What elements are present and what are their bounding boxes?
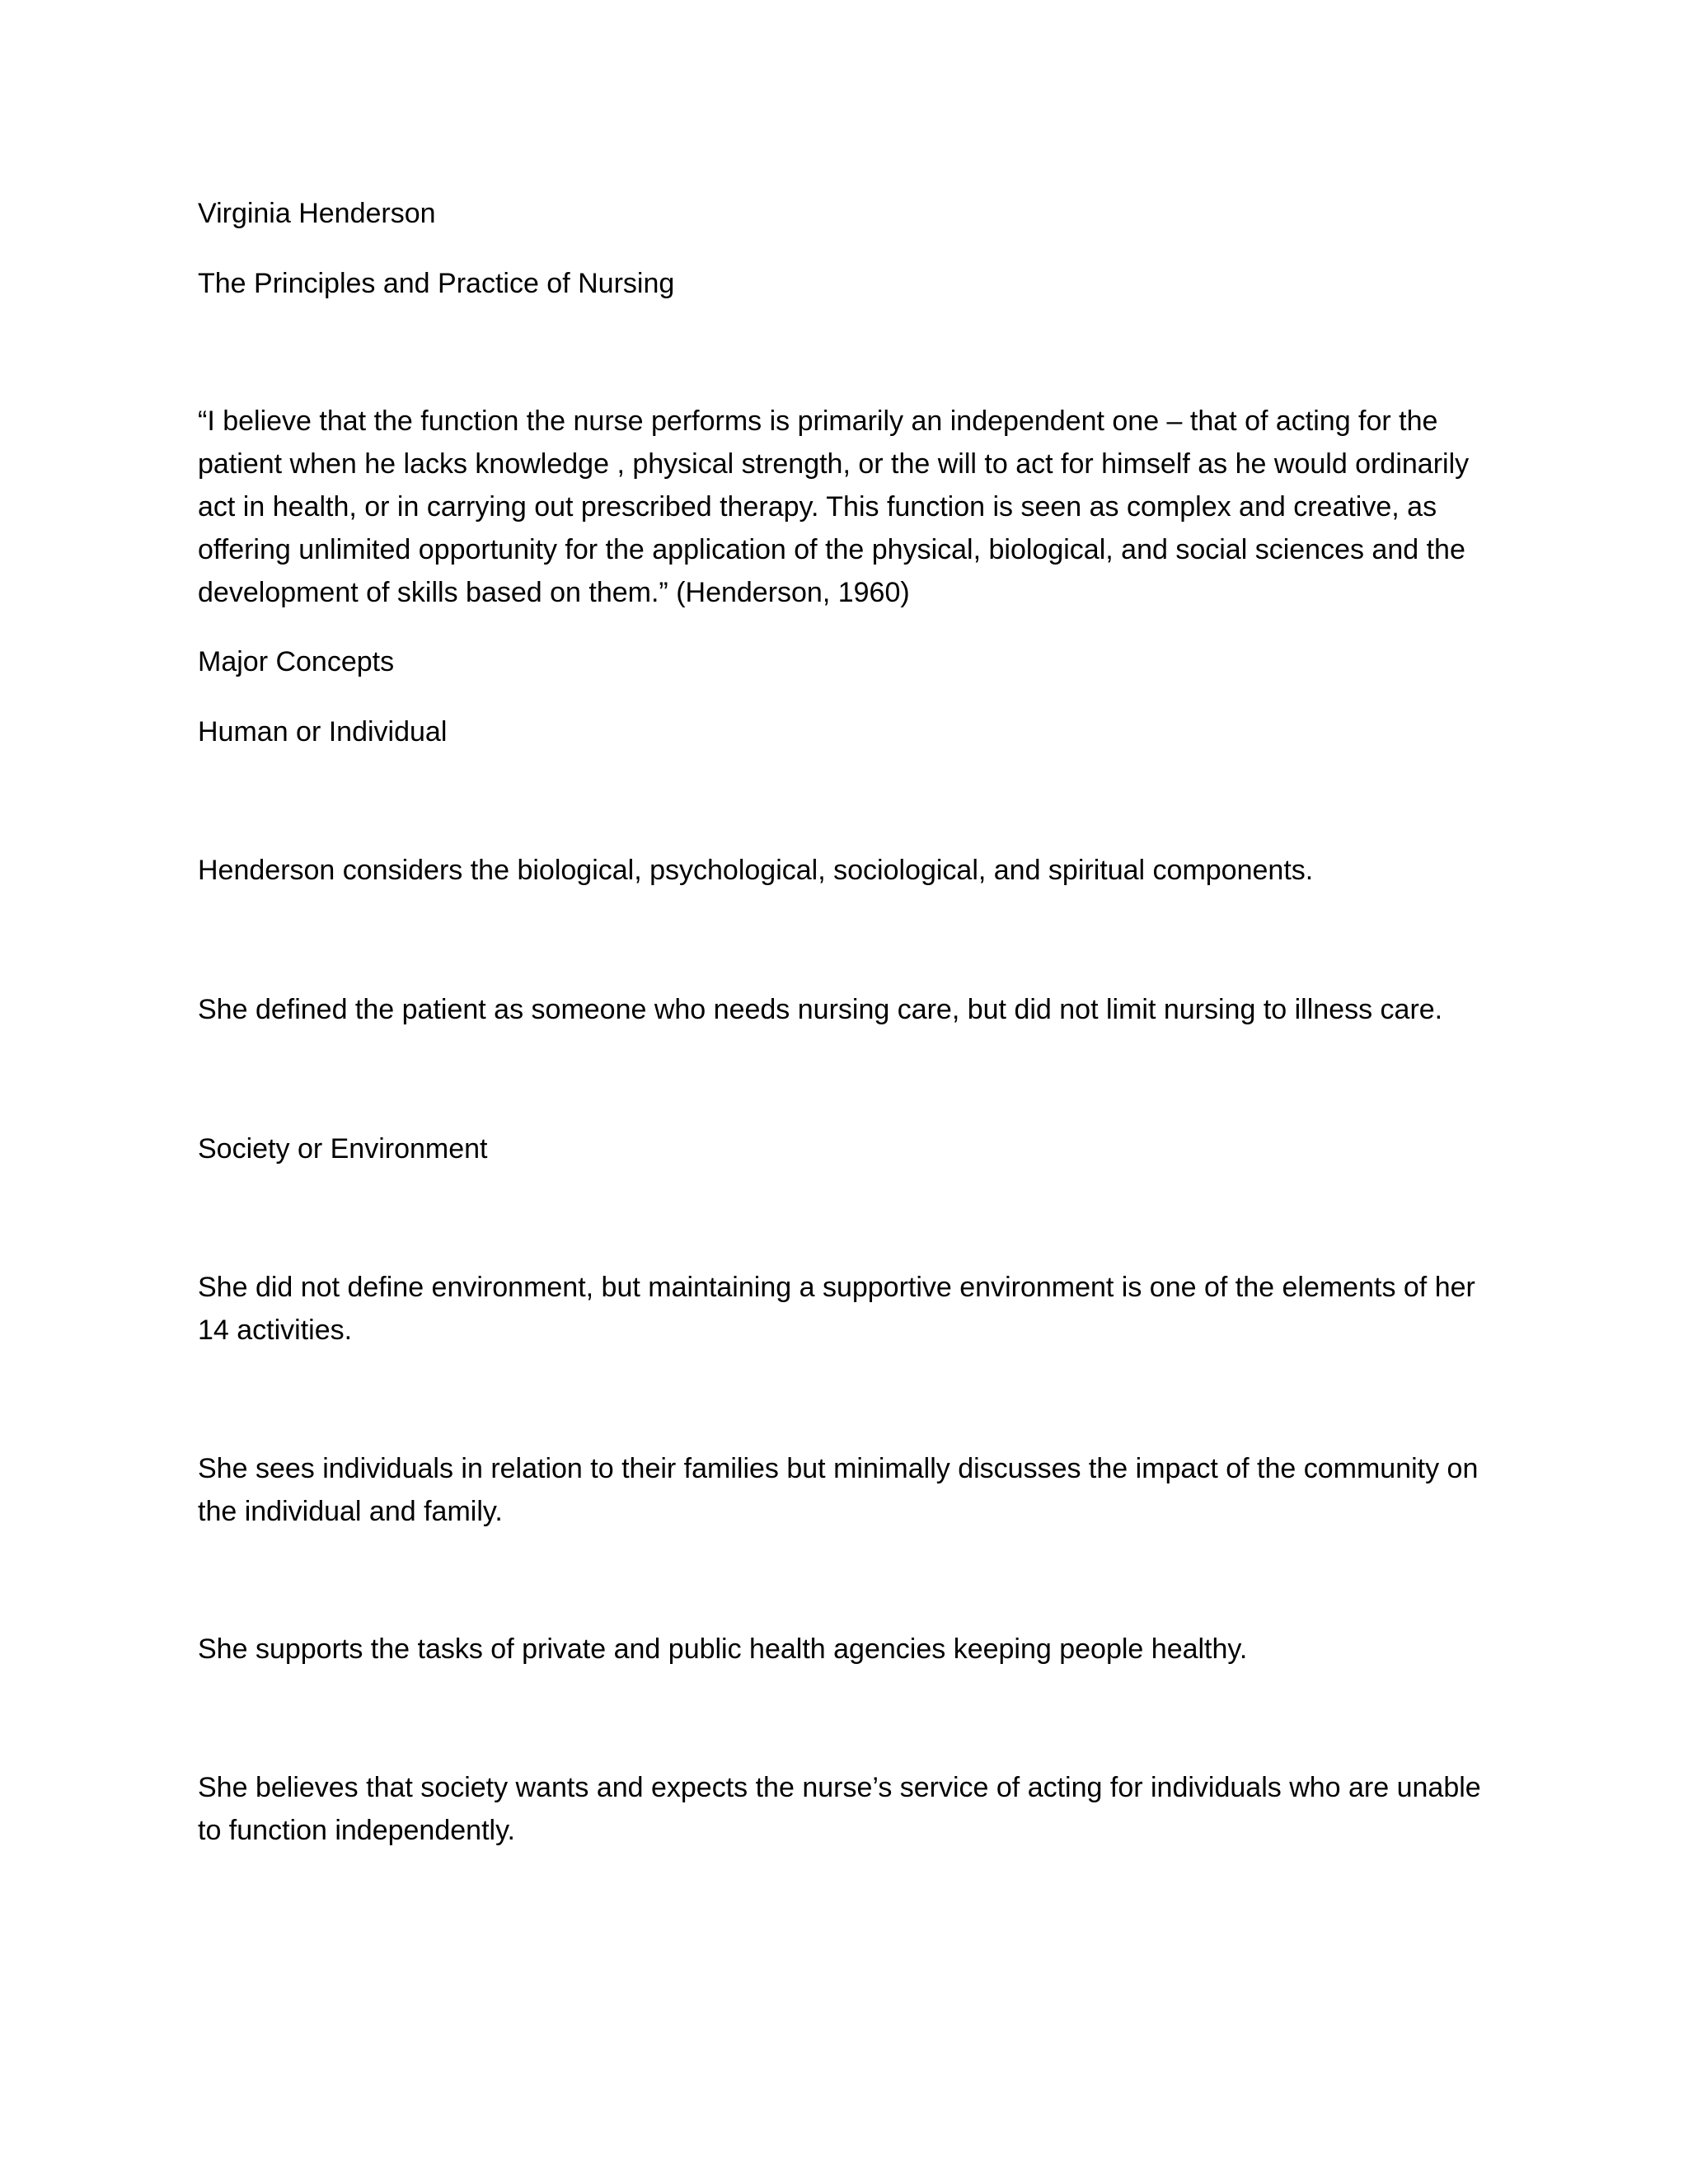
quote-line: development of skills based on them.” (Henderson, 1960) [198, 577, 910, 608]
society-paragraph-1 [198, 1266, 1484, 1352]
human-paragraph-1: Henderson considers the biological, psychological, sociological, and spiritual components. [198, 855, 1314, 886]
quote-line: offering unlimited opportunity for the application of the physical, biological, and social sciences and the [198, 534, 1465, 565]
paragraph-line: 14 activities. [198, 1315, 353, 1346]
society-paragraph-3: She supports the tasks of private and public health agencies keeping people healthy. [198, 1633, 1248, 1665]
society-paragraph-4 [198, 1766, 1484, 1852]
major-concepts-heading: Major Concepts [198, 646, 395, 677]
paragraph-line: She did not define environment, but maintaining a supportive environment is one of the elements of her [198, 1272, 1475, 1303]
paragraph-line: to function independently. [198, 1815, 515, 1846]
author-line: Virginia Henderson [198, 198, 436, 229]
paragraph-line: the individual and family. [198, 1496, 503, 1527]
book-title: The Principles and Practice of Nursing [198, 268, 675, 299]
quote-line: “I believe that the function the nurse performs is primarily an independent one – that of acting for the [198, 405, 1438, 437]
paragraph-line: She believes that society wants and expects the nurse’s service of acting for individuals who are unable [198, 1772, 1481, 1803]
human-heading: Human or Individual [198, 716, 448, 748]
quote-paragraph [198, 400, 1484, 614]
paragraph-line: She sees individuals in relation to their families but minimally discusses the impact of the community on [198, 1453, 1479, 1484]
human-paragraph-2: She defined the patient as someone who needs nursing care, but did not limit nursing to illness care. [198, 994, 1443, 1025]
society-heading: Society or Environment [198, 1133, 488, 1165]
quote-line: act in health, or in carrying out prescribed therapy. This function is seen as complex and creative, as [198, 491, 1437, 523]
quote-line: patient when he lacks knowledge , physical strength, or the will to act for himself as he would ordinarily [198, 448, 1470, 480]
society-paragraph-2 [198, 1447, 1484, 1533]
